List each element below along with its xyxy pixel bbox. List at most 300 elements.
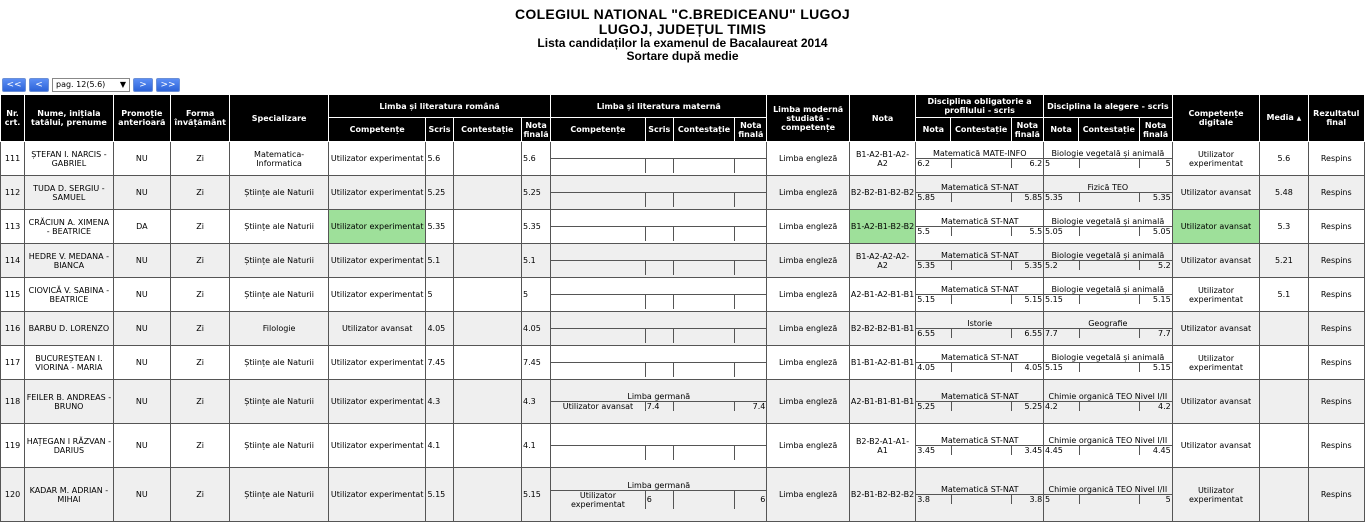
col-promotie[interactable]: Promoție anterioară <box>113 95 170 142</box>
cell-rezultat: Respins <box>1308 210 1364 244</box>
lm-block <box>551 468 767 522</box>
cell-specializare: Filologie <box>230 312 329 346</box>
da-block <box>1043 424 1172 468</box>
cell-forma: Zi <box>170 142 229 176</box>
table-row <box>1 244 1365 278</box>
lm-block <box>551 346 767 380</box>
table-row <box>1 468 1365 522</box>
cell-media <box>1260 468 1308 522</box>
lm-competente: Utilizator experimentat <box>570 490 625 509</box>
do-block <box>916 380 1044 424</box>
cell-rezultat: Respins <box>1308 424 1364 468</box>
cell-specializare: Științe ale Naturii <box>230 380 329 424</box>
cell-rezultat: Respins <box>1308 312 1364 346</box>
da-contestatie <box>1079 446 1139 456</box>
do-subject-name: Matematică MATE-INFO <box>916 149 1043 159</box>
lm-block <box>551 278 767 312</box>
cell-promotie: NU <box>113 312 170 346</box>
da-nota-finala: 5.15 <box>1152 363 1171 372</box>
do-block <box>916 278 1044 312</box>
do-nota-finala: 5.15 <box>1024 295 1043 304</box>
lm-contestatie <box>673 402 734 411</box>
cell-nr: 113 <box>1 210 25 244</box>
cell-nume: ȘTEFAN I. NARCIS - GABRIEL <box>25 142 114 176</box>
cell-lr-nota-finala: 4.05 <box>522 312 551 346</box>
cell-specializare: Științe ale Naturii <box>230 210 329 244</box>
cell-limba-moderna: Limba engleză <box>767 380 849 424</box>
da-subject-name: Chimie organică TEO Nivel I/II <box>1044 436 1172 446</box>
cell-nume: HAȚEGAN I RĂZVAN - DARIUS <box>25 424 114 468</box>
lm-contestatie <box>673 261 734 276</box>
do-nota: 6.2 <box>917 159 930 168</box>
da-contestatie <box>1079 402 1139 412</box>
col-lm-scris: Scris <box>645 118 673 142</box>
last-page-button[interactable]: >> <box>156 78 180 92</box>
cell-forma: Zi <box>170 346 229 380</box>
lm-competente <box>551 159 645 174</box>
lm-scris <box>645 446 673 461</box>
col-group-materna: Limba și literatura maternă <box>551 95 767 118</box>
do-subject-name: Matematică ST-NAT <box>916 436 1043 446</box>
lm-contestatie <box>673 491 734 509</box>
cell-lr-scris: 4.05 <box>426 312 453 346</box>
do-contestatie <box>951 329 1011 339</box>
da-subject-name: Biologie vegetală și animală <box>1044 217 1172 227</box>
cell-nume: CRĂCIUN A. XIMENA - BEATRICE <box>25 210 114 244</box>
do-nota: 3.45 <box>917 446 936 455</box>
cell-limba-moderna: Limba engleză <box>767 312 849 346</box>
cell-forma: Zi <box>170 244 229 278</box>
lm-nota-finala <box>734 446 766 461</box>
lm-nota-finala <box>734 329 766 344</box>
col-nr: Nr. crt. <box>1 95 25 142</box>
cell-nr: 112 <box>1 176 25 210</box>
lm-name <box>551 431 766 446</box>
table-row <box>1 346 1365 380</box>
da-nota-finala: 5 <box>1165 495 1171 504</box>
table-row <box>1 312 1365 346</box>
cell-lr-scris: 4.3 <box>426 380 453 424</box>
list-title: Lista candidaților la examenul de Bacalaureat 2014 <box>537 36 828 50</box>
col-media[interactable] <box>1260 95 1308 142</box>
cell-lr-competente: Utilizator experimentat <box>328 468 426 522</box>
cell-promotie: NU <box>113 468 170 522</box>
col-rezultat[interactable]: Rezultatul final <box>1308 95 1364 142</box>
cell-lr-contestatie <box>453 278 521 312</box>
cell-media: 5.48 <box>1260 176 1308 210</box>
prev-page-button[interactable]: < <box>29 78 49 92</box>
cell-specializare: Științe ale Naturii <box>230 278 329 312</box>
cell-competente-digitale: Utilizator avansat <box>1172 380 1260 424</box>
col-forma[interactable]: Forma învățământ <box>170 95 229 142</box>
cell-promotie: NU <box>113 244 170 278</box>
lm-name <box>551 280 766 295</box>
do-nota: 5.25 <box>917 402 936 411</box>
da-subject-name: Biologie vegetală și animală <box>1044 251 1172 261</box>
lm-name <box>551 212 766 227</box>
cell-lr-nota-finala: 7.45 <box>522 346 551 380</box>
cell-media: 5.6 <box>1260 142 1308 176</box>
col-specializare[interactable]: Specializare <box>230 95 329 142</box>
cell-lr-competente: Utilizator experimentat <box>328 346 426 380</box>
cell-nr: 119 <box>1 424 25 468</box>
table-row <box>1 142 1365 176</box>
cell-nota: B1-A2-A2-A2-A2 <box>849 244 915 278</box>
do-nota: 6.55 <box>917 329 936 338</box>
lm-block <box>551 244 767 278</box>
lm-nota-finala <box>734 227 766 242</box>
do-block <box>916 142 1044 176</box>
col-nota: Nota <box>849 95 915 142</box>
lm-competente: Utilizator avansat <box>562 402 634 411</box>
do-block <box>916 312 1044 346</box>
cell-competente-digitale: Utilizator avansat <box>1172 424 1260 468</box>
lm-nota-finala <box>734 261 766 276</box>
school-location: LUGOJ, JUDEȚUL TIMIS <box>598 21 767 37</box>
col-lm-contestatie: Contestație <box>673 118 734 142</box>
col-da-contestatie: Contestație <box>1079 118 1139 142</box>
cell-competente-digitale: Utilizator avansat <box>1172 210 1260 244</box>
cell-lr-competente: Utilizator experimentat <box>328 210 426 244</box>
cell-lr-scris: 5.15 <box>426 468 453 522</box>
col-do-nota-finala: Nota finală <box>1011 118 1043 142</box>
lm-block <box>551 210 767 244</box>
cell-specializare: Științe ale Naturii <box>230 176 329 210</box>
cell-promotie: NU <box>113 380 170 424</box>
da-nota: 7.7 <box>1044 329 1058 338</box>
cell-media <box>1260 312 1308 346</box>
cell-competente-digitale: Utilizator avansat <box>1172 244 1260 278</box>
cell-lr-nota-finala: 5.6 <box>522 142 551 176</box>
cell-limba-moderna: Limba engleză <box>767 244 849 278</box>
do-nota: 5.5 <box>917 227 930 236</box>
cell-specializare: Științe ale Naturii <box>230 244 329 278</box>
cell-rezultat: Respins <box>1308 380 1364 424</box>
cell-competente-digitale: Utilizator experimentat <box>1172 278 1260 312</box>
col-lm-nota-finala: Nota finală <box>735 118 767 142</box>
cell-lr-scris: 5.6 <box>426 142 453 176</box>
cell-lr-scris: 5.35 <box>426 210 453 244</box>
do-subject-name: Istorie <box>916 319 1043 329</box>
lm-competente <box>551 295 645 310</box>
da-subject-name: Geografie <box>1044 319 1172 329</box>
cell-specializare: Științe ale Naturii <box>230 424 329 468</box>
da-block <box>1043 278 1172 312</box>
da-contestatie <box>1079 193 1139 203</box>
do-subject-name: Matematică ST-NAT <box>916 392 1043 402</box>
do-subject-name: Matematică ST-NAT <box>916 183 1043 193</box>
cell-rezultat: Respins <box>1308 176 1364 210</box>
lm-name <box>551 144 766 159</box>
lm-name <box>551 348 766 363</box>
cell-lr-contestatie <box>453 244 521 278</box>
lm-nota-finala: 7.4 <box>734 402 766 411</box>
lm-scris <box>645 295 673 310</box>
cell-promotie: NU <box>113 176 170 210</box>
cell-forma: Zi <box>170 176 229 210</box>
cell-limba-moderna: Limba engleză <box>767 142 849 176</box>
do-block <box>916 346 1044 380</box>
da-nota: 5.05 <box>1044 227 1063 236</box>
col-lr-contestatie: Contestație <box>453 118 521 142</box>
lm-nota-finala: 6 <box>734 491 766 509</box>
do-nota: 5.15 <box>917 295 936 304</box>
table-row <box>1 278 1365 312</box>
lm-contestatie <box>673 159 734 174</box>
lm-nota-finala <box>734 295 766 310</box>
do-block <box>916 210 1044 244</box>
lm-scris: 7.4 <box>645 402 673 411</box>
cell-forma: Zi <box>170 312 229 346</box>
do-block <box>916 176 1044 210</box>
first-page-button[interactable]: << <box>2 78 26 92</box>
cell-nume: TUDA D. SERGIU - SAMUEL <box>25 176 114 210</box>
da-nota-finala: 7.7 <box>1158 329 1171 338</box>
cell-media: 5.3 <box>1260 210 1308 244</box>
col-media-label: Media <box>1266 113 1294 122</box>
do-block <box>916 244 1044 278</box>
cell-forma: Zi <box>170 278 229 312</box>
cell-forma: Zi <box>170 380 229 424</box>
lm-contestatie <box>673 295 734 310</box>
da-block <box>1043 142 1172 176</box>
cell-specializare: Științe ale Naturii <box>230 346 329 380</box>
do-nota-finala: 5.85 <box>1024 193 1043 202</box>
da-nota: 4.2 <box>1044 402 1058 411</box>
cell-lr-contestatie <box>453 424 521 468</box>
cell-lr-competente: Utilizator experimentat <box>328 244 426 278</box>
do-nota-finala: 6.55 <box>1024 329 1043 338</box>
col-nume[interactable]: Nume, inițiala tatălui, prenume <box>25 95 114 142</box>
do-contestatie <box>951 159 1011 169</box>
cell-nume: CIOVICĂ V. SABINA - BEATRICE <box>25 278 114 312</box>
cell-promotie: DA <box>113 210 170 244</box>
cell-lr-nota-finala: 5.15 <box>522 468 551 522</box>
lm-scris <box>645 193 673 208</box>
cell-lr-contestatie <box>453 176 521 210</box>
next-page-button[interactable]: > <box>133 78 153 92</box>
lm-nota-finala <box>734 159 766 174</box>
lm-contestatie <box>673 193 734 208</box>
cell-lr-contestatie <box>453 380 521 424</box>
da-nota: 5.15 <box>1044 295 1063 304</box>
cell-lr-nota-finala: 5.1 <box>522 244 551 278</box>
sort-asc-icon: ▲ <box>1296 115 1302 122</box>
page-select[interactable] <box>52 78 130 92</box>
da-subject-name: Chimie organică TEO Nivel I/II <box>1044 392 1172 402</box>
cell-limba-moderna: Limba engleză <box>767 424 849 468</box>
do-nota-finala: 3.45 <box>1024 446 1043 455</box>
lm-competente <box>551 193 645 208</box>
col-lr-scris: Scris <box>426 118 453 142</box>
cell-promotie: NU <box>113 424 170 468</box>
lm-scris <box>645 159 673 174</box>
cell-limba-moderna: Limba engleză <box>767 210 849 244</box>
cell-nr: 114 <box>1 244 25 278</box>
col-lm-competente: Competențe <box>551 118 646 142</box>
do-nota: 3.8 <box>917 495 930 504</box>
lm-competente <box>551 329 645 344</box>
pagination-bar <box>2 78 180 92</box>
lm-name: Limba germană <box>551 392 766 402</box>
da-nota-finala: 5.05 <box>1152 227 1171 236</box>
da-nota-finala: 4.2 <box>1158 402 1171 411</box>
lm-competente <box>551 446 645 461</box>
da-contestatie <box>1079 495 1139 505</box>
do-subject-name: Matematică ST-NAT <box>916 353 1043 363</box>
cell-rezultat: Respins <box>1308 346 1364 380</box>
cell-lr-scris: 5 <box>426 278 453 312</box>
cell-promotie: NU <box>113 278 170 312</box>
do-subject-name: Matematică ST-NAT <box>916 251 1043 261</box>
candidates-table <box>0 94 1365 522</box>
col-group-romana: Limba și literatura română <box>328 95 550 118</box>
lm-name <box>551 314 766 329</box>
do-nota: 5.85 <box>917 193 936 202</box>
cell-forma: Zi <box>170 424 229 468</box>
da-contestatie <box>1079 159 1139 169</box>
do-subject-name: Matematică ST-NAT <box>916 285 1043 295</box>
cell-rezultat: Respins <box>1308 278 1364 312</box>
lm-block <box>551 142 767 176</box>
da-nota: 5 <box>1044 495 1051 504</box>
cell-competente-digitale: Utilizator experimentat <box>1172 468 1260 522</box>
cell-nume: FEILER B. ANDREAS - BRUNO <box>25 380 114 424</box>
lm-block <box>551 424 767 468</box>
cell-media <box>1260 346 1308 380</box>
table-row <box>1 424 1365 468</box>
do-contestatie <box>951 193 1011 203</box>
cell-media: 5.1 <box>1260 278 1308 312</box>
do-nota-finala: 3.8 <box>1029 495 1043 504</box>
cell-lr-competente: Utilizator avansat <box>328 312 426 346</box>
cell-nr: 117 <box>1 346 25 380</box>
do-block <box>916 424 1044 468</box>
cell-rezultat: Respins <box>1308 468 1364 522</box>
da-block <box>1043 380 1172 424</box>
cell-lr-nota-finala: 5.35 <box>522 210 551 244</box>
cell-specializare: Științe ale Naturii <box>230 468 329 522</box>
da-block <box>1043 468 1172 522</box>
col-competente-digitale: Competențe digitale <box>1172 95 1260 142</box>
do-subject-name: Matematică ST-NAT <box>916 217 1043 227</box>
cell-competente-digitale: Utilizator avansat <box>1172 176 1260 210</box>
school-name: COLEGIUL NATIONAL "C.BREDICEANU" LUGOJ <box>514 6 851 22</box>
cell-nota: A2-B1-B1-B1-B1 <box>849 380 915 424</box>
da-nota: 5.15 <box>1044 363 1063 372</box>
cell-nume: BUCUREȘTEAN I. VIORINA - MARIA <box>25 346 114 380</box>
col-do-contestatie: Contestație <box>951 118 1011 142</box>
da-nota: 5.35 <box>1044 193 1063 202</box>
cell-lr-competente: Utilizator experimentat <box>328 380 426 424</box>
cell-nota: B2-B2-B2-B1-B1 <box>849 312 915 346</box>
da-block <box>1043 346 1172 380</box>
table-row <box>1 210 1365 244</box>
do-contestatie <box>951 446 1011 456</box>
cell-lr-contestatie <box>453 312 521 346</box>
lm-block <box>551 312 767 346</box>
cell-nota: B1-A2-B1-A2-A2 <box>849 142 915 176</box>
cell-media <box>1260 424 1308 468</box>
cell-nr: 115 <box>1 278 25 312</box>
da-block <box>1043 244 1172 278</box>
da-nota: 5.2 <box>1044 261 1058 270</box>
table-row <box>1 380 1365 424</box>
col-lr-nota-finala: Nota finală <box>522 118 551 142</box>
lm-contestatie <box>673 227 734 242</box>
sort-caption: Sortare după medie <box>626 49 739 63</box>
cell-nota: B1-A2-B1-B2-B2 <box>849 210 915 244</box>
do-contestatie <box>951 402 1011 412</box>
cell-competente-digitale: Utilizator experimentat <box>1172 346 1260 380</box>
do-nota-finala: 4.05 <box>1024 363 1043 372</box>
chevron-down-icon: ▼ <box>119 80 126 89</box>
da-nota-finala: 5.15 <box>1152 295 1171 304</box>
do-contestatie <box>951 295 1011 305</box>
lm-scris <box>645 329 673 344</box>
cell-nr: 118 <box>1 380 25 424</box>
cell-lr-contestatie <box>453 210 521 244</box>
da-subject-name: Biologie vegetală și animală <box>1044 285 1172 295</box>
page-select-value: pag. 12(5.6) <box>56 80 106 89</box>
da-nota: 5 <box>1044 159 1051 168</box>
cell-lr-nota-finala: 5.25 <box>522 176 551 210</box>
da-subject-name: Biologie vegetală și animală <box>1044 353 1172 363</box>
col-group-alegere: Disciplina la alegere - scris <box>1043 95 1172 118</box>
da-subject-name: Chimie organică TEO Nivel I/II <box>1044 485 1172 495</box>
col-lr-competente: Competențe <box>328 118 426 142</box>
cell-rezultat: Respins <box>1308 142 1364 176</box>
cell-nume: BARBU D. LORENZO <box>25 312 114 346</box>
lm-block <box>551 380 767 424</box>
da-contestatie <box>1079 261 1139 271</box>
lm-nota-finala <box>734 363 766 378</box>
lm-competente <box>551 261 645 276</box>
do-subject-name: Matematică ST-NAT <box>916 485 1043 495</box>
cell-lr-scris: 5.1 <box>426 244 453 278</box>
cell-nota: B2-B2-B1-B2-B2 <box>849 176 915 210</box>
do-block <box>916 468 1044 522</box>
do-contestatie <box>951 363 1011 373</box>
da-contestatie <box>1079 295 1139 305</box>
da-block <box>1043 176 1172 210</box>
cell-nota: B2-B2-A1-A1-A1 <box>849 424 915 468</box>
cell-limba-moderna: Limba engleză <box>767 468 849 522</box>
page-header <box>0 0 1365 63</box>
table-row <box>1 176 1365 210</box>
da-contestatie <box>1079 227 1139 237</box>
do-nota-finala: 5.25 <box>1024 402 1043 411</box>
da-nota-finala: 5.2 <box>1158 261 1171 270</box>
cell-lr-contestatie <box>453 142 521 176</box>
lm-scris <box>645 261 673 276</box>
da-nota: 4.45 <box>1044 446 1063 455</box>
cell-nota: B2-B1-B2-B2-B2 <box>849 468 915 522</box>
cell-media <box>1260 380 1308 424</box>
cell-lr-scris: 5.25 <box>426 176 453 210</box>
cell-nume: HEDRE V. MEDANA - BIANCA <box>25 244 114 278</box>
da-contestatie <box>1079 329 1139 339</box>
do-nota-finala: 6.2 <box>1029 159 1043 168</box>
cell-lr-competente: Utilizator experimentat <box>328 278 426 312</box>
lm-name: Limba germană <box>551 481 766 491</box>
do-contestatie <box>951 227 1011 237</box>
cell-lr-contestatie <box>453 468 521 522</box>
col-da-nota: Nota <box>1043 118 1078 142</box>
da-nota-finala: 4.45 <box>1152 446 1171 455</box>
cell-competente-digitale: Utilizator experimentat <box>1172 142 1260 176</box>
cell-lr-nota-finala: 4.3 <box>522 380 551 424</box>
